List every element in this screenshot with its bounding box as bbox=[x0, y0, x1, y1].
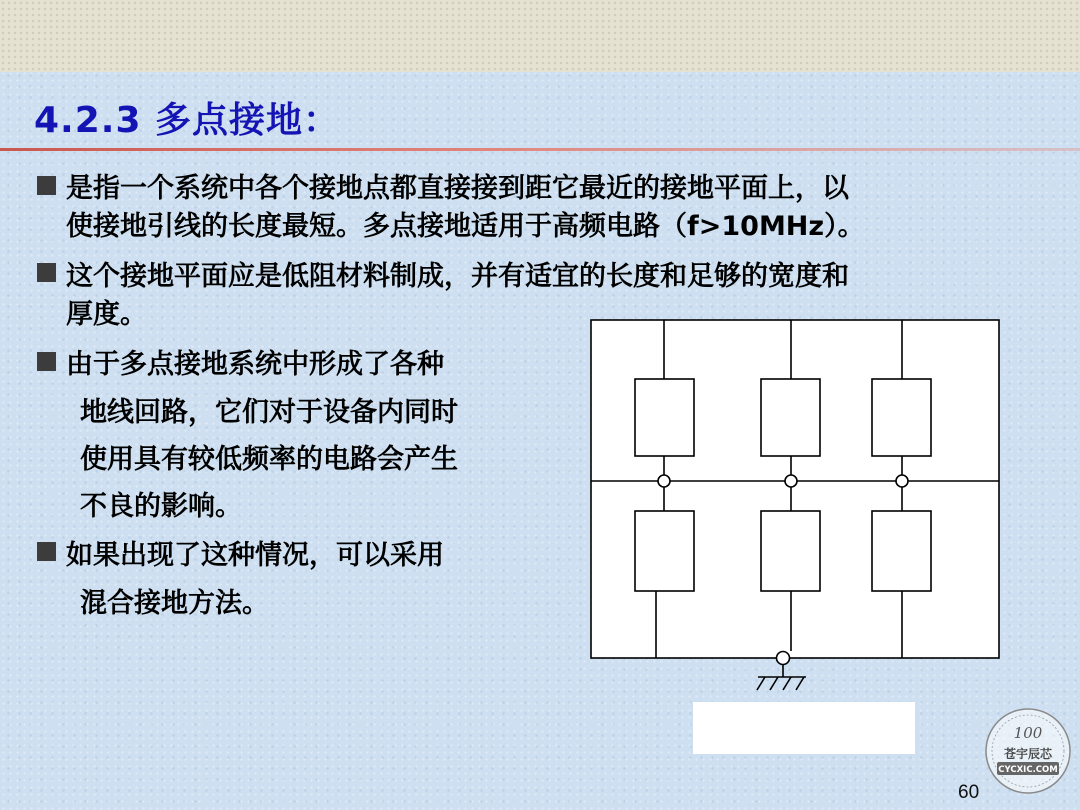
junction-node bbox=[785, 475, 797, 487]
page-number: 60 bbox=[958, 782, 980, 803]
paragraph-4-line-1: 如果出现了这种情况，可以采用 bbox=[66, 540, 444, 571]
bullet-square-icon bbox=[37, 176, 56, 195]
ground-terminal-node bbox=[777, 652, 790, 665]
circuit-block bbox=[761, 511, 820, 591]
bullet-square-icon bbox=[37, 263, 56, 282]
circuit-block bbox=[872, 379, 931, 456]
paragraph-3-line-3: 使用具有较低频率的电路会产生 bbox=[80, 444, 458, 475]
bullet-square-icon bbox=[37, 352, 56, 371]
svg-text:100: 100 bbox=[1013, 724, 1043, 742]
paragraph-3-line-4: 不良的影响。 bbox=[80, 491, 242, 522]
junction-node bbox=[896, 475, 908, 487]
slide-title: 4.2.3 多点接地： bbox=[34, 100, 341, 141]
paragraph-1-line-2: 使接地引线的长度最短。多点接地适用于高频电路（f>10MHz）。 bbox=[66, 211, 865, 242]
paragraph-4-line-2: 混合接地方法。 bbox=[80, 588, 269, 619]
paragraph-3-line-2: 地线回路，它们对于设备内同时 bbox=[80, 397, 458, 428]
ground-frame bbox=[591, 320, 999, 658]
header-band bbox=[0, 0, 1080, 72]
circuit-block bbox=[635, 511, 694, 591]
blank-label-box bbox=[693, 702, 915, 754]
paragraph-2-line-2: 厚度。 bbox=[66, 299, 147, 330]
watermark-seal-icon bbox=[983, 706, 1073, 796]
circuit-block bbox=[761, 379, 820, 456]
circuit-block bbox=[872, 511, 931, 591]
paragraph-3-line-1: 由于多点接地系统中形成了各种 bbox=[66, 349, 444, 380]
svg-text:CYCXIC.COM: CYCXIC.COM bbox=[998, 765, 1058, 775]
multipoint-grounding-diagram bbox=[585, 315, 1005, 705]
paragraph-1-line-1: 是指一个系统中各个接地点都直接接到距它最近的接地平面上，以 bbox=[66, 173, 849, 204]
svg-text:苍宇辰芯: 苍宇辰芯 bbox=[1003, 747, 1053, 761]
junction-node bbox=[658, 475, 670, 487]
title-divider bbox=[0, 148, 1080, 151]
paragraph-2-line-1: 这个接地平面应是低阻材料制成，并有适宜的长度和足够的宽度和 bbox=[66, 261, 849, 292]
bullet-square-icon bbox=[37, 542, 56, 561]
circuit-block bbox=[635, 379, 694, 456]
